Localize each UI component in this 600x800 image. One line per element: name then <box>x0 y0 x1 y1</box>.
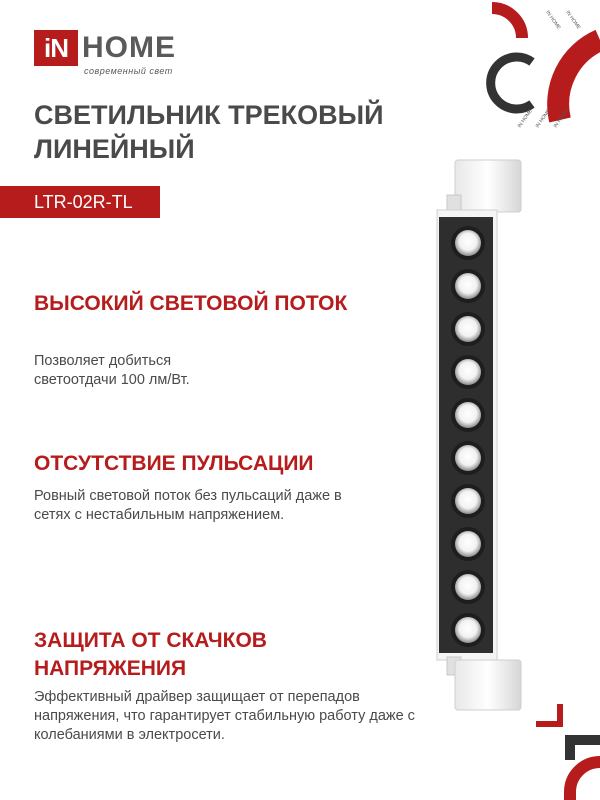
logo-mark: iN <box>34 30 78 66</box>
svg-text:IN HOME: IN HOME <box>534 108 552 130</box>
track-light-image <box>425 155 535 715</box>
svg-text:IN HOME: IN HOME <box>552 108 570 130</box>
arc-decoration-icon <box>470 0 600 150</box>
model-badge: LTR-02R-TL <box>0 186 160 218</box>
feature-heading-2: ОТСУТСТВИЕ ПУЛЬСАЦИИ <box>34 452 314 475</box>
svg-text:IN HOME: IN HOME <box>564 9 582 31</box>
feature-heading-1: ВЫСОКИЙ СВЕТОВОЙ ПОТОК <box>34 292 348 315</box>
corner-decoration-icon <box>530 700 600 800</box>
feature-text-2: Ровный световой поток без пульсаций даже в сетях с нестабильным напряжением. <box>34 488 342 523</box>
page-title: СВЕТИЛЬНИК ТРЕКОВЫЙ ЛИНЕЙНЫЙ <box>34 100 384 164</box>
brand-logo <box>34 30 204 74</box>
logo-tagline: современный свет <box>84 66 173 76</box>
feature-heading-3: ЗАЩИТА ОТ СКАЧКОВ НАПРЯЖЕНИЯ <box>34 629 267 680</box>
svg-text:IN HOME: IN HOME <box>544 9 562 31</box>
feature-text-1: Позволяет добиться светоотдачи 100 лм/Вт. <box>34 353 190 388</box>
logo-word: HOME <box>82 31 176 64</box>
feature-text-3: Эффективный драйвер защищает от перепадов напряжения, что гарантирует стабильную работу даже с колебаниями в электросети. <box>34 689 415 743</box>
svg-text:IN HOME: IN HOME <box>516 108 534 130</box>
